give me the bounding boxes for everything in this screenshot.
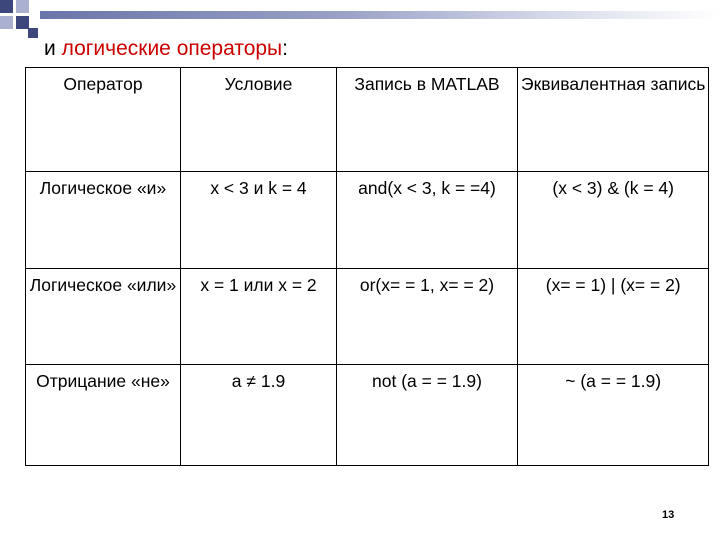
header-matlab: Запись в MATLAB (337, 68, 518, 172)
page-number: 13 (662, 509, 675, 521)
header-operator: Оператор (26, 68, 181, 172)
cell-operator: Отрицание «не» (26, 365, 181, 466)
cell-matlab: and(x < 3, k = =4) (337, 172, 518, 269)
cell-matlab: or(x= = 1, x= = 2) (337, 269, 518, 365)
cell-condition: a ≠ 1.9 (181, 365, 337, 466)
cell-operator: Логическое «и» (26, 172, 181, 269)
table-row (26, 172, 709, 269)
title-prefix: и (44, 37, 62, 60)
slide-title (44, 36, 288, 62)
title-suffix: : (282, 37, 288, 60)
decorative-squares (0, 0, 40, 42)
header-banner (40, 11, 720, 19)
table-header-row (26, 68, 709, 172)
cell-matlab: not (a = = 1.9) (337, 365, 518, 466)
deco-square (16, 0, 29, 13)
table-row (26, 269, 709, 365)
header-condition: Условие (181, 68, 337, 172)
deco-square (0, 0, 13, 13)
deco-square (28, 28, 38, 38)
operators-table-container (25, 67, 709, 466)
cell-equivalent: (x < 3) & (k = 4) (518, 172, 709, 269)
cell-equivalent: ~ (a = = 1.9) (518, 365, 709, 466)
header-equivalent: Эквивалентная запись (518, 68, 709, 172)
title-highlight: логические операторы (61, 37, 283, 60)
deco-square (0, 16, 13, 29)
cell-operator: Логическое «или» (26, 269, 181, 365)
operators-table (25, 67, 709, 466)
cell-equivalent: (x= = 1) | (x= = 2) (518, 269, 709, 365)
table-row (26, 365, 709, 466)
cell-condition: x = 1 или x = 2 (181, 269, 337, 365)
cell-condition: x < 3 и k = 4 (181, 172, 337, 269)
